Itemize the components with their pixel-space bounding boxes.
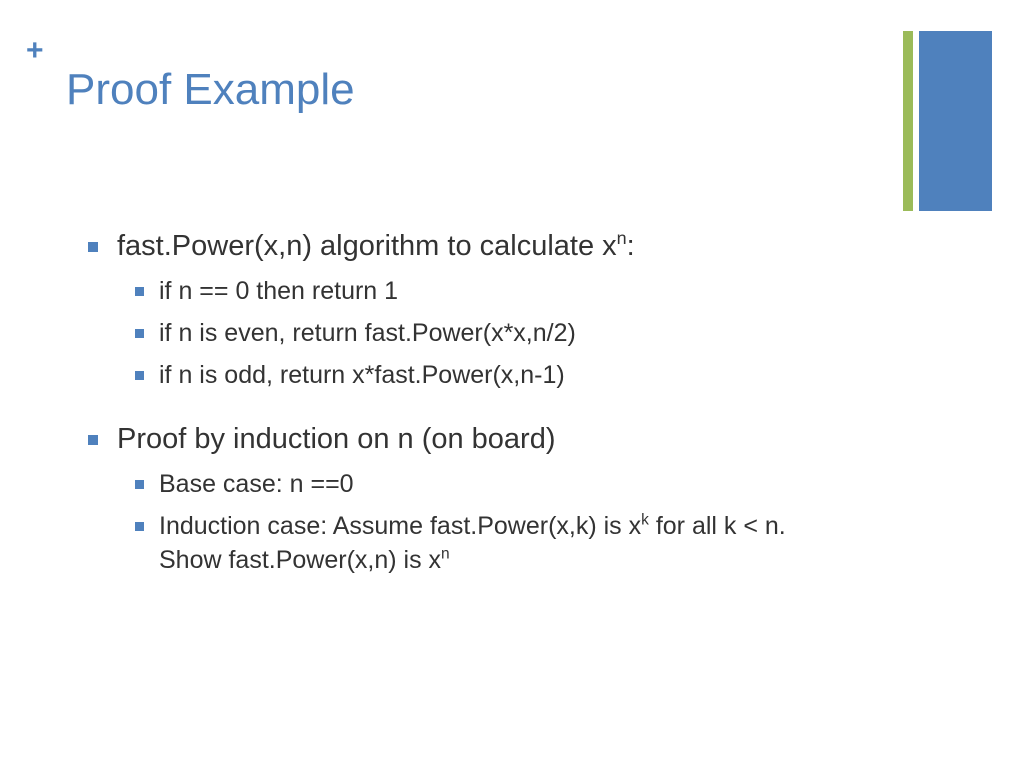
sub-bullet-base-case: [135, 468, 354, 502]
bullet-proof-induction: [88, 422, 556, 457]
bullet-text: [117, 230, 635, 262]
sub-bullet-case-odd: [135, 359, 565, 393]
bullet-square-icon: [135, 522, 144, 531]
bullet-square-icon: [88, 242, 98, 252]
bullet-square-icon: [135, 371, 144, 380]
sub-bullet-case-zero: [135, 275, 398, 309]
induction-text-line2: Show fast.Power(x,n) is x: [159, 545, 442, 574]
superscript-n: n: [441, 545, 450, 563]
superscript-n: n: [616, 228, 627, 249]
sub-bullet-text: if n is even, return fast.Power(x*x,n/2): [159, 319, 576, 347]
induction-text-part2: for all k < n.: [648, 512, 786, 540]
bullet-square-icon: [135, 287, 144, 296]
sub-bullet-text: if n is odd, return x*fast.Power(x,n-1): [159, 361, 565, 389]
bullet-text: Proof by induction on n (on board): [117, 423, 556, 455]
superscript-k: k: [641, 511, 649, 529]
accent-bar-green: [903, 31, 913, 211]
slide-title: Proof Example: [66, 65, 355, 114]
induction-text-part1: Induction case: Assume fast.Power(x,k) is x: [159, 512, 642, 540]
bullet-square-icon: [135, 329, 144, 338]
accent-bar-blue: [919, 31, 992, 211]
bullet-square-icon: [88, 435, 98, 445]
sub-bullet-text: [159, 510, 786, 577]
sub-bullet-induction-case: [135, 510, 786, 577]
bullet-fastpower: [88, 229, 635, 264]
sub-bullet-case-even: [135, 317, 576, 351]
sub-bullet-text: if n == 0 then return 1: [159, 277, 399, 305]
plus-icon: +: [26, 34, 44, 67]
sub-bullet-text: Base case: n ==0: [159, 470, 354, 498]
bullet-text-main: fast.Power(x,n) algorithm to calculate x: [117, 230, 617, 262]
bullet-square-icon: [135, 480, 144, 489]
bullet-text-tail: :: [626, 230, 635, 262]
